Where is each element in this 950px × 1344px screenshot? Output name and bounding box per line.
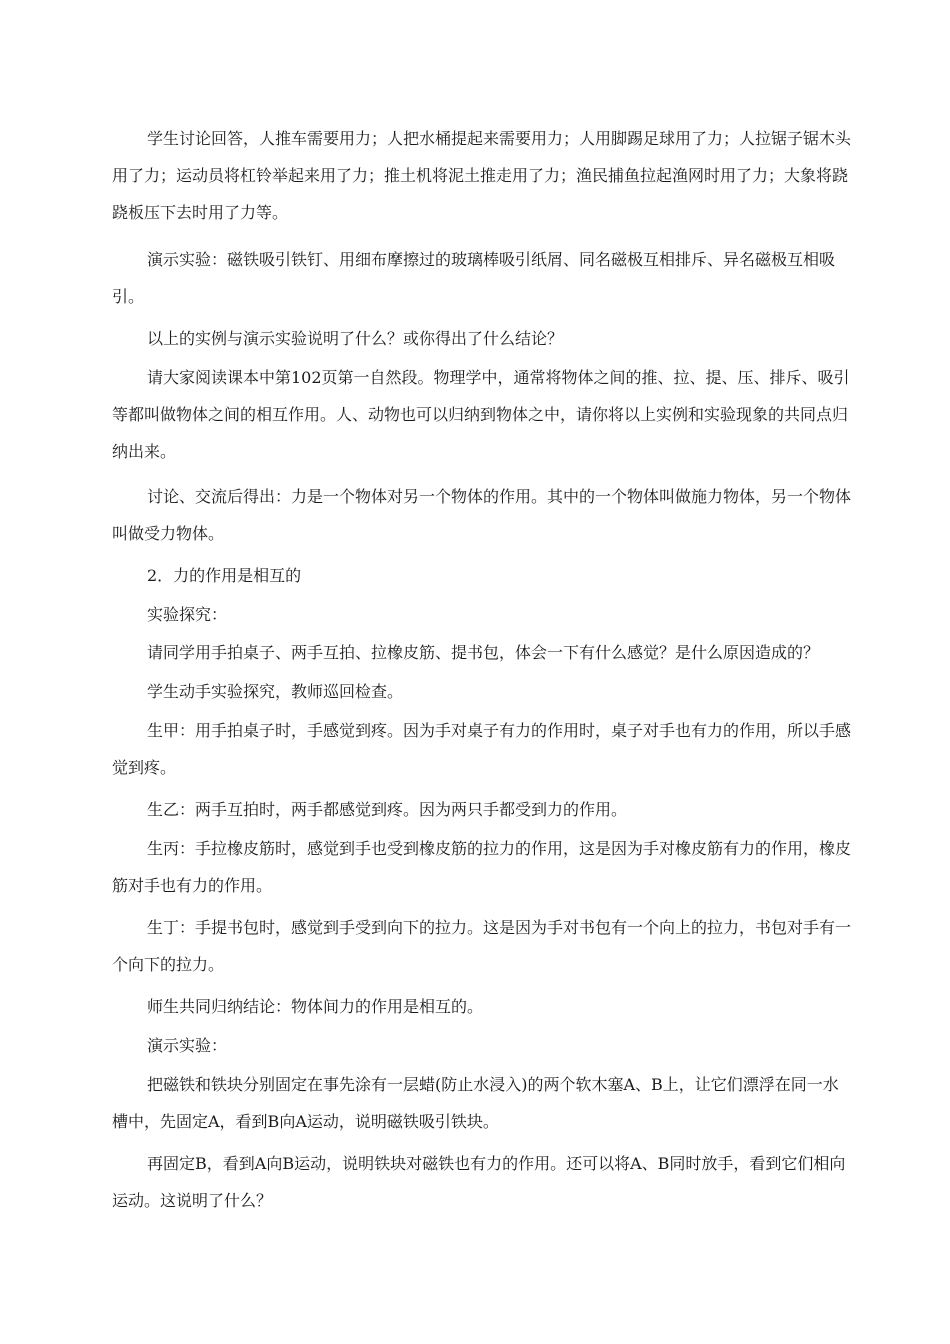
paragraph-question: 以上的实例与演示实验说明了什么？或你得出了什么结论？ [147, 329, 564, 348]
paragraph-student-b: 生乙：两手互拍时，两手都感觉到疼。因为两只手都受到力的作用。 [147, 800, 628, 819]
section-heading: 2．力的作用是相互的 [147, 566, 302, 585]
paragraph-student-c: 生丙：手拉橡皮筋时，感觉到手也受到橡皮筋的拉力的作用，这是因为手对橡皮筋有力的作用，橡皮筋对手也有力的作用。 [112, 839, 852, 895]
paragraph-conclusion-force: 讨论、交流后得出：力是一个物体对另一个物体的作用。其中的一个物体叫做施力物体，另一个物体叫做受力物体。 [112, 487, 852, 543]
paragraph-discussion-answers: 学生讨论回答，人推车需要用力；人把水桶提起来需要用力；人用脚踢足球用了力；人拉锯子锯木头用了力；运动员将杠铃举起来用了力；推土机将泥土推走用了力；渔民捕鱼拉起渔网时用了力；大象将跷跷板压下去时用了力等。 [112, 129, 852, 222]
paragraph-experiment-label: 实验探究： [147, 605, 228, 624]
paragraph-experiment-prompt: 请同学用手拍桌子、两手互拍、拉橡皮筋、提书包，体会一下有什么感觉？是什么原因造成的？ [147, 643, 820, 662]
paragraph-joint-conclusion: 师生共同归纳结论：物体间力的作用是相互的。 [147, 997, 484, 1016]
paragraph-reading: 请大家阅读课本中第102页第一自然段。物理学中，通常将物体之间的推、拉、提、压、排斥、吸引等都叫做物体之间的相互作用。人、动物也可以归纳到物体之中，请你将以上实例和实验现象的共同点归纳出来。 [112, 368, 850, 461]
paragraph-student-a: 生甲：用手拍桌子时，手感觉到疼。因为手对桌子有力的作用时，桌子对手也有力的作用，所以手感觉到疼。 [112, 721, 852, 777]
paragraph-magnet-setup: 把磁铁和铁块分别固定在事先涂有一层蜡(防止水浸入)的两个软木塞A、B上，让它们漂浮在同一水槽中，先固定A，看到B向A运动，说明磁铁吸引铁块。 [112, 1075, 839, 1131]
paragraph-demo-label: 演示实验： [147, 1036, 228, 1055]
paragraph-student-activity: 学生动手实验探究，教师巡回检查。 [147, 682, 404, 701]
paragraph-student-d: 生丁：手提书包时，感觉到手受到向下的拉力。这是因为手对书包有一个向上的拉力，书包对手有一个向下的拉力。 [112, 918, 852, 974]
paragraph-magnet-result: 再固定B，看到A向B运动，说明铁块对磁铁也有力的作用。还可以将A、B同时放手，看到它们相向运动。这说明了什么？ [112, 1154, 846, 1210]
paragraph-demo-experiment-1: 演示实验：磁铁吸引铁钉、用细布摩擦过的玻璃棒吸引纸屑、同名磁极互相排斥、异名磁极互相吸引。 [112, 250, 836, 306]
